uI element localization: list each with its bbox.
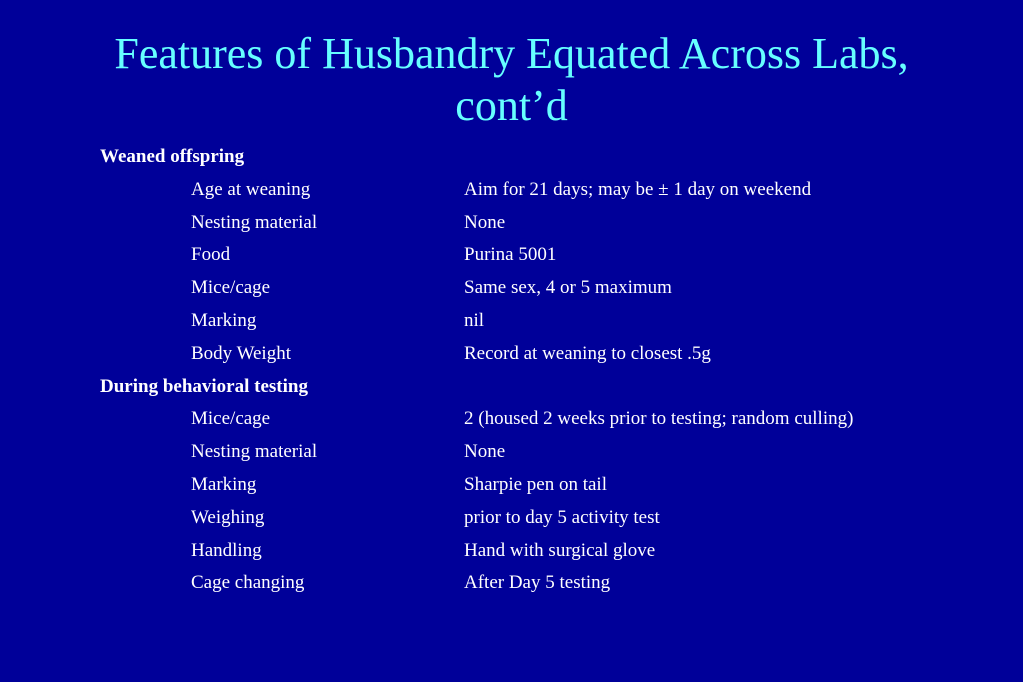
section-heading-row	[0, 141, 1023, 174]
row-value: Aim for 21 days; may be ± 1 day on weekend	[464, 178, 812, 200]
section-heading-weaned-offspring: Weaned offspring	[100, 146, 245, 167]
row-value: Same sex, 4 or 5 maximum	[464, 277, 672, 299]
table-row	[0, 174, 1023, 207]
row-value: Record at weaning to closest .5g	[464, 342, 711, 364]
row-value: None	[464, 211, 506, 233]
table-row	[0, 469, 1023, 502]
section-heading-row	[0, 371, 1023, 404]
table-row	[0, 535, 1023, 568]
table-row	[0, 502, 1023, 535]
table-row	[0, 239, 1023, 272]
slide-title-line-2: cont’d	[455, 81, 568, 130]
row-label: Food	[191, 244, 231, 266]
row-label: Mice/cage	[191, 408, 271, 430]
row-label: Handling	[191, 539, 262, 561]
slide-title	[40, 28, 983, 132]
row-value: nil	[464, 309, 485, 331]
row-label: Marking	[191, 309, 257, 331]
table-row	[0, 403, 1023, 436]
row-label: Mice/cage	[191, 277, 271, 299]
table-row	[0, 338, 1023, 371]
row-value: prior to day 5 activity test	[464, 506, 660, 528]
row-value: After Day 5 testing	[464, 572, 611, 594]
row-value: Hand with surgical glove	[464, 539, 656, 561]
row-label: Nesting material	[191, 211, 318, 233]
row-value: 2 (housed 2 weeks prior to testing; random culling)	[464, 408, 854, 430]
row-label: Weighing	[191, 506, 265, 528]
table-row	[0, 272, 1023, 305]
row-label: Marking	[191, 473, 257, 495]
row-label: Cage changing	[191, 572, 305, 594]
husbandry-table	[0, 141, 1023, 600]
table-row	[0, 436, 1023, 469]
row-value: Sharpie pen on tail	[464, 473, 607, 495]
table-row	[0, 305, 1023, 338]
row-label: Body Weight	[191, 342, 291, 364]
row-value: Purina 5001	[464, 244, 557, 266]
row-label: Nesting material	[191, 441, 318, 463]
table-row	[0, 567, 1023, 600]
row-value: None	[464, 441, 506, 463]
section-heading-during-behavioral-testing: During behavioral testing	[100, 375, 308, 397]
table-row	[0, 207, 1023, 240]
row-label: Age at weaning	[191, 178, 311, 200]
slide-title-line-1: Features of Husbandry Equated Across Labs,	[114, 29, 909, 78]
